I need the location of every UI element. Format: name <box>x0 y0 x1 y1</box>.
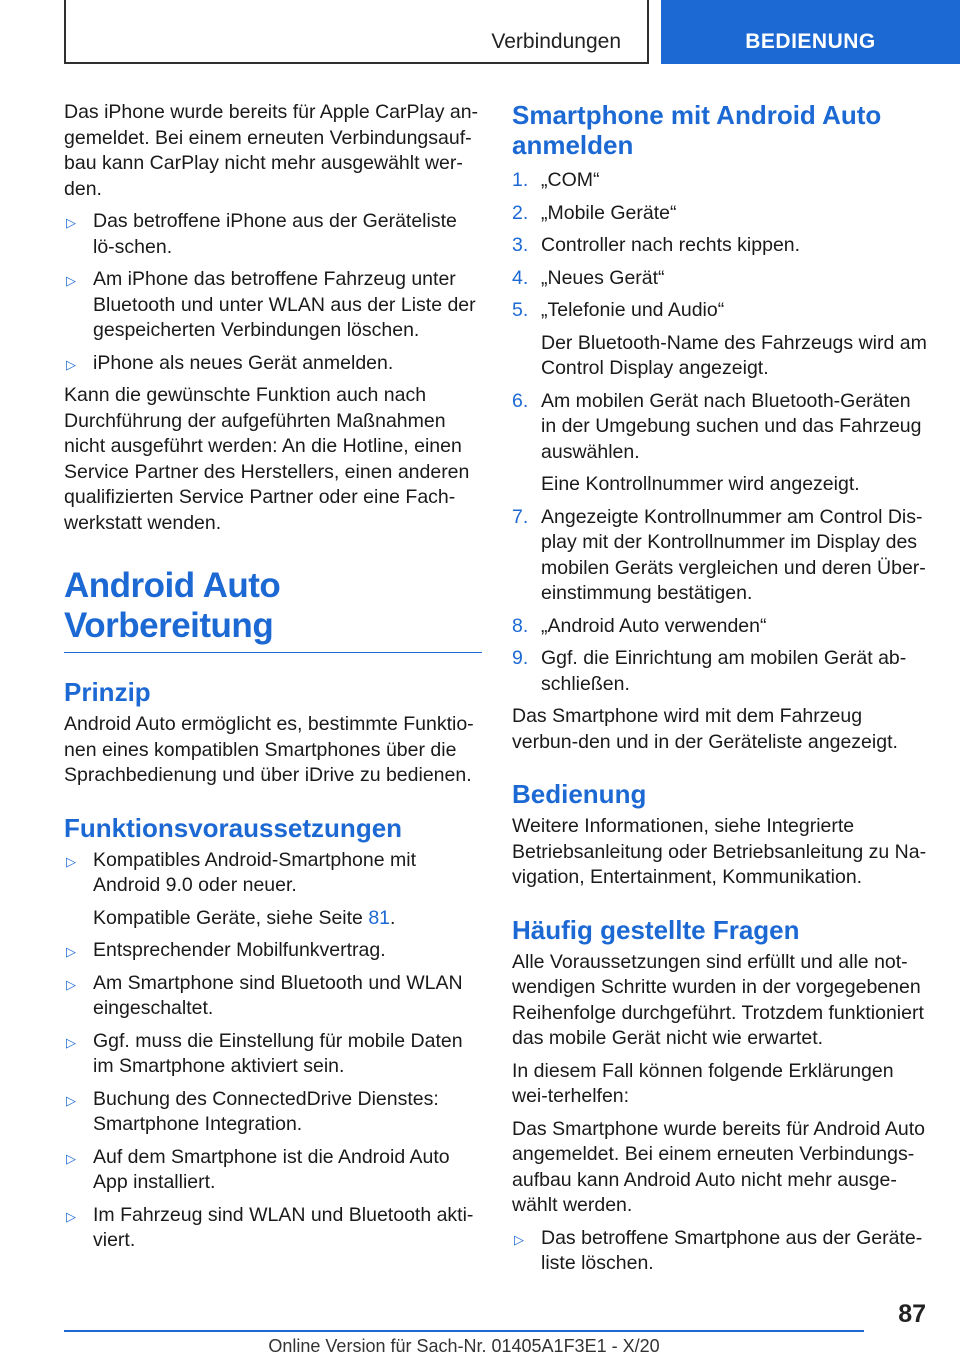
faq-heading: Häufig gestellte Fragen <box>512 914 800 945</box>
triangle-bullet-icon: ▷ <box>66 273 76 288</box>
header-section-box <box>64 0 649 64</box>
bedienung-text: Weitere Informationen, siehe Integrierte Betriebsanleitung oder Betriebsanleitung zu Na-vigation, Entertainment, Kommunikation. <box>512 815 927 888</box>
right-column <box>512 100 928 1284</box>
triangle-bullet-icon: ▷ <box>66 944 76 959</box>
header-chapter-tab <box>661 0 960 64</box>
faq-text-3: Das Smartphone wurde bereits für Android Auto angemeldet. Bei einem erneuten Verbindungs-aufbau kann Android Auto nicht mehr ausge-wählt werden. <box>512 1117 925 1216</box>
step-note: Eine Kontrollnummer wird angezeigt. <box>541 473 860 495</box>
triangle-bullet-icon: ▷ <box>66 853 76 869</box>
step-item: 8. „Android Auto verwenden“ <box>512 614 767 637</box>
compatible-devices-note: Kompatible Geräte, siehe Seite 81. <box>93 906 396 929</box>
footer-divider <box>64 1330 864 1332</box>
step-item: 1. „COM“ <box>512 169 600 191</box>
faq-text-1: Alle Voraussetzungen sind erfüllt und alle not-wendigen Schritte wurden in der vorgegebenen Reihenfolge durchgeführt. Trotzdem funktioniert das mobile Gerät nicht wie erwartet. <box>512 950 924 1049</box>
step-item: 9. Ggf. die Einrichtung am mobilen Gerät ab-schließen. <box>512 647 907 695</box>
prinzip-heading: Prinzip <box>64 677 151 707</box>
step-note: Der Bluetooth-Name des Fahrzeugs wird am Control Display angezeigt. <box>541 331 927 379</box>
faq-text-2: In diesem Fall können folgende Erklärungen wei-terhelfen: <box>512 1059 894 1107</box>
register-heading: Smartphone mit Android Auto anmelden <box>512 100 882 160</box>
header-chapter-label: BEDIENUNG <box>745 30 876 53</box>
list-item: ▷ Entsprechender Mobilfunkvertrag. <box>64 938 482 964</box>
triangle-bullet-icon: ▷ <box>514 1231 524 1247</box>
triangle-bullet-icon: ▷ <box>66 1208 76 1224</box>
register-steps-list <box>512 168 928 697</box>
list-item: ▷ Ggf. muss die Einstellung für mobile Daten im Smartphone aktiviert sein. <box>66 1029 463 1077</box>
list-item: ▷ iPhone als neues Gerät anmelden. <box>64 351 482 377</box>
list-item: ▷ Auf dem Smartphone ist die Android Auto App installiert. <box>66 1145 450 1193</box>
list-item: ▷ Das betroffene iPhone aus der Geräteliste lö-schen. <box>66 210 457 258</box>
left-column <box>64 100 482 1261</box>
step-item: 7. Angezeigte Kontrollnummer am Control Dis-play mit der Kontrollnummer im Display des mobilen Geräts vergleichen und deren Über-einstimmung bestätigen. <box>512 505 926 604</box>
list-item: ▷ Am iPhone das betroffene Fahrzeug unter Bluetooth und unter WLAN aus der Liste der gespeicherten Verbindungen löschen. <box>66 268 476 341</box>
page-reference-link[interactable]: 81 <box>368 906 391 929</box>
bedienung-heading: Bedienung <box>512 779 647 809</box>
header-section-title: Verbindungen <box>491 30 621 53</box>
faq-bullet-list <box>512 1226 928 1277</box>
step-item: 2. „Mobile Geräte“ <box>512 201 677 224</box>
footer-text: Online Version für Sach-Nr. 01405A1F3E1 - X/20 <box>268 1336 660 1356</box>
list-item: ▷ Das betroffene Smartphone aus der Geräte-liste löschen. <box>514 1226 923 1274</box>
step-item: 3. Controller nach rechts kippen. <box>512 234 801 256</box>
triangle-bullet-icon: ▷ <box>66 976 76 992</box>
chapter-heading: Android Auto Vorbereitung <box>64 566 482 653</box>
list-item: ▷ Kompatibles Android-Smartphone mit Android 9.0 oder neuer. Kompatible Geräte, siehe Seite 81. <box>64 848 482 932</box>
list-item: ▷ Im Fahrzeug sind WLAN und Bluetooth akti-viert. <box>66 1203 474 1251</box>
step-item: 6. Am mobilen Gerät nach Bluetooth-Geräten in der Umgebung suchen und das Fahrzeug auswählen. Eine Kontrollnummer wird angezeigt. <box>512 389 928 498</box>
step-item: 4. „Neues Gerät“ <box>512 266 665 289</box>
triangle-bullet-icon: ▷ <box>66 215 76 230</box>
triangle-bullet-icon: ▷ <box>66 1034 76 1050</box>
triangle-bullet-icon: ▷ <box>66 356 76 372</box>
triangle-bullet-icon: ▷ <box>66 1092 76 1108</box>
hotline-text: Kann die gewünschte Funktion auch nach Durchführung der aufgeführten Maßnahmen nicht ausgeführt werden: An die Hotline, einen Service Partner des Herstellers, einen anderen qualifizierten Service Partner oder eine Fach-werkstatt wenden. <box>64 384 470 534</box>
requirements-list <box>64 848 482 1254</box>
page-number: 87 <box>898 1300 926 1328</box>
connected-text: Das Smartphone wird mit dem Fahrzeug verbun-den und in der Geräteliste angezeigt. <box>512 705 898 753</box>
carplay-bullet-list <box>64 209 482 376</box>
list-item: ▷ Am Smartphone sind Bluetooth und WLAN eingeschaltet. <box>66 971 463 1019</box>
prinzip-text: Android Auto ermöglicht es, bestimmte Funktio-nen eines kompatiblen Smartphones über die Sprachbedienung und über iDrive zu bedienen. <box>64 713 474 786</box>
list-item: ▷ Buchung des ConnectedDrive Dienstes: Smartphone Integration. <box>66 1087 439 1135</box>
requirements-heading: Funktionsvoraussetzungen <box>64 812 403 843</box>
triangle-bullet-icon: ▷ <box>66 1150 76 1166</box>
step-item: 5. „Telefonie und Audio“ Der Bluetooth-Name des Fahrzeugs wird am Control Display angezeigt. <box>512 298 928 382</box>
carplay-intro-text: Das iPhone wurde bereits für Apple CarPlay an-gemeldet. Bei einem erneuten Verbindungsauf-bau kann CarPlay nicht mehr ausgewählt wer-den. <box>64 101 479 200</box>
